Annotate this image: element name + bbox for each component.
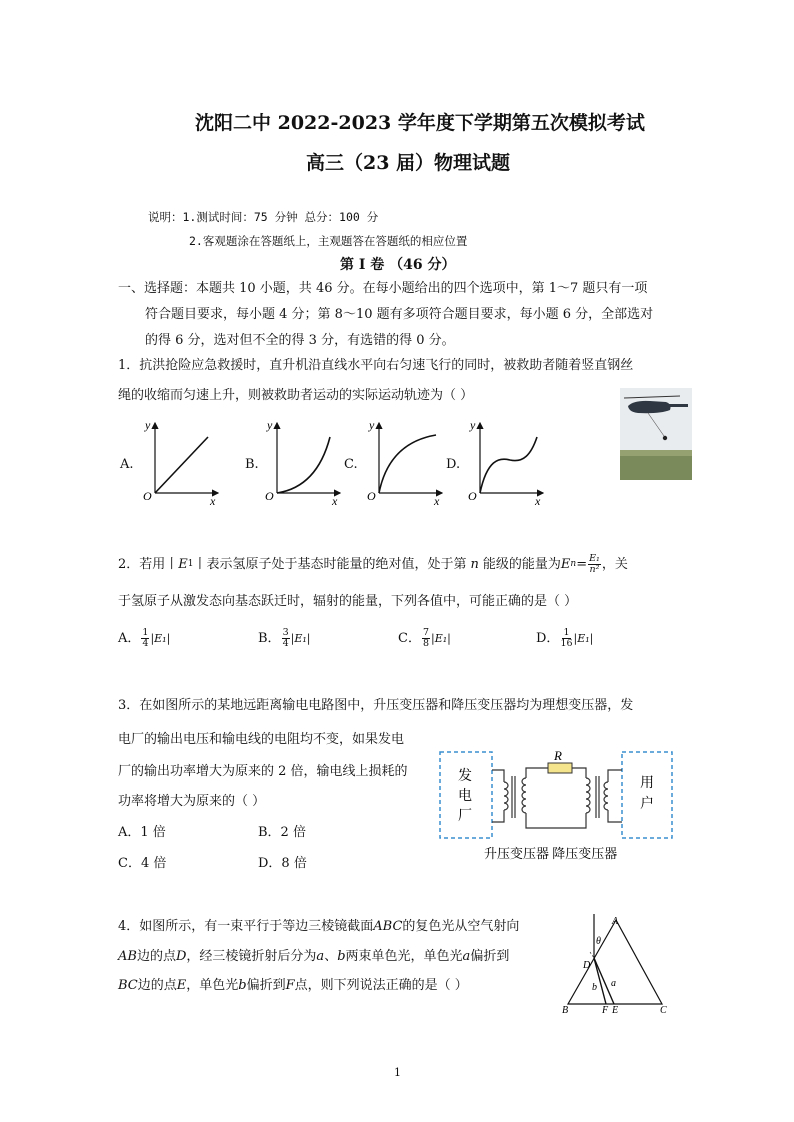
q2-option-a: A． $\frac{1}{4}$ |E₁| xyxy=(118,627,171,649)
q3-stem-line-3: 厂的输出功率增大为原来的 2 倍，输电线上损耗的 xyxy=(118,764,408,779)
step-down-primary-coil xyxy=(586,778,590,813)
q1-option-b-label: B. xyxy=(245,457,259,472)
graph-d xyxy=(468,418,543,508)
q3-option-d: D．8 倍 xyxy=(258,856,307,871)
graph-b-y-label: y xyxy=(267,418,273,432)
q1-option-c-label: C. xyxy=(344,457,358,472)
graph-c-x-label: x xyxy=(434,494,440,508)
q1-trajectory-graphs xyxy=(140,415,580,510)
q2-option-c: C． $\frac{7}{8}$ |E₁| xyxy=(398,627,451,649)
q4-stem-line-1: 4．如图所示，有一束平行于等边三棱镜截面ABC的复色光从空气射向 xyxy=(118,919,520,934)
page-number: 1 xyxy=(394,1066,401,1079)
angle-theta-label: θ xyxy=(596,936,601,947)
vertex-a-label: A xyxy=(612,916,619,927)
q3-stem-line-4: 功率将增大为原来的（ ） xyxy=(118,794,266,809)
q3-stem-line-1: 3．在如图所示的某地远距离输电电路图中，升压变压器和降压变压器均为理想变压器，发 xyxy=(118,698,634,713)
section-intro-line-1: 一、选择题：本题共 10 小题，共 46 分。在每小题给出的四个选项中，第 1～7 题只有一项 xyxy=(118,281,648,296)
q1-stem-line-2: 绳的收缩而匀速上升，则被救助者运动的实际运动轨迹为（ ） xyxy=(118,388,474,403)
line-resistor xyxy=(548,763,572,773)
point-d-label: D xyxy=(583,960,591,971)
helicopter-rescue-photo xyxy=(620,388,692,480)
graph-c-origin: O xyxy=(367,489,376,503)
q3-transmission-circuit xyxy=(436,742,676,864)
q1-stem-line-1: 1．抗洪抢险应急救援时，直升机沿直线水平向右匀速飞行的同时，被救助者随着竖直钢丝 xyxy=(118,358,634,373)
user-label-1: 用 xyxy=(640,776,654,791)
q3-option-a: A．1 倍 xyxy=(118,825,166,840)
q1-option-a-label: A. xyxy=(120,457,134,472)
graph-a-x-label: x xyxy=(210,494,216,508)
graph-a xyxy=(143,418,218,508)
user-label-2: 户 xyxy=(640,797,654,812)
graph-a-origin: O xyxy=(143,489,152,503)
graph-c-y-label: y xyxy=(369,418,375,432)
resistor-label: R xyxy=(554,748,562,763)
graph-b-origin: O xyxy=(265,489,274,503)
q2-stem-line-1: 2．若用丨 E 1 丨表示氢原子处于基态时能量的绝对值，处于第 n 能级的能量为 E n = $\frac{\text{E₁}}{\text{n²}}$ ，关 xyxy=(118,553,628,575)
ray-b-label: b xyxy=(592,982,597,993)
graph-b-curve-up xyxy=(277,437,330,493)
step-up-secondary-coil xyxy=(522,778,526,813)
transformer-caption: 升压变压器 降压变压器 xyxy=(484,846,618,861)
step-up-primary-coil xyxy=(504,782,508,810)
q4-prism-diagram xyxy=(552,912,678,1018)
user-box xyxy=(622,752,672,838)
note-line-1: 说明：1.测试时间：75 分钟 总分：100 分 xyxy=(148,210,379,224)
graph-d-x-label: x xyxy=(535,494,541,508)
graph-a-straight-line xyxy=(155,437,208,493)
graph-d-y-label: y xyxy=(470,418,476,432)
section-title: 第 I 卷 （46 分） xyxy=(340,257,456,273)
point-e-label: E xyxy=(612,1005,619,1016)
power-plant-label-3: 厂 xyxy=(458,809,472,824)
power-plant-label-1: 发 xyxy=(458,769,472,784)
graph-a-y-label: y xyxy=(145,418,151,432)
q4-stem-line-3: BC边的点E，单色光b偏折到F点，则下列说法正确的是（ ） xyxy=(118,978,468,993)
graph-b-x-label: x xyxy=(332,494,338,508)
q4-stem-line-2: AB边的点D，经三棱镜折射后分为a、b两束单色光，单色光a偏折到 xyxy=(118,949,510,964)
section-intro-line-2: 符合题目要求，每小题 4 分；第 8～10 题有多项符合题目要求，每小题 6 分，全部选对 xyxy=(145,307,654,322)
q2-stem-line-2: 于氢原子从激发态向基态跃迁时，辐射的能量，下列各值中，可能正确的是（ ） xyxy=(118,594,578,609)
section-intro-line-3: 的得 6 分，选对但不全的得 3 分，有选错的得 0 分。 xyxy=(145,333,455,348)
step-down-secondary-coil xyxy=(604,782,608,810)
point-f-label: F xyxy=(602,1005,609,1016)
graph-d-s-curve xyxy=(480,437,537,493)
q3-option-b: B．2 倍 xyxy=(258,825,306,840)
power-plant-label-2: 电 xyxy=(458,789,472,804)
q2-option-d: D． $\frac{1}{16}$ |E₁| xyxy=(536,627,594,649)
ray-a-label: a xyxy=(611,978,616,989)
q3-stem-line-2: 电厂的输出电压和输电线的电阻均不变，如果发电 xyxy=(118,732,405,747)
exam-title: 沈阳二中 2022-2023 学年度下学期第五次模拟考试 xyxy=(195,112,645,134)
note-line-2: 2.客观题涂在答题纸上，主观题答在答题纸的相应位置 xyxy=(189,234,468,248)
vertex-b-label: B xyxy=(562,1005,569,1016)
q1-option-d-label: D. xyxy=(446,457,461,472)
q2-option-b: B． $\frac{3}{4}$ |E₁| xyxy=(258,627,311,649)
graph-d-origin: O xyxy=(468,489,477,503)
graph-c-curve-down xyxy=(379,435,436,493)
graph-c xyxy=(367,418,442,508)
graph-b xyxy=(265,418,340,508)
vertex-c-label: C xyxy=(660,1005,667,1016)
exam-subtitle: 高三（23 届）物理试题 xyxy=(306,152,511,174)
q3-option-c: C．4 倍 xyxy=(118,856,167,871)
